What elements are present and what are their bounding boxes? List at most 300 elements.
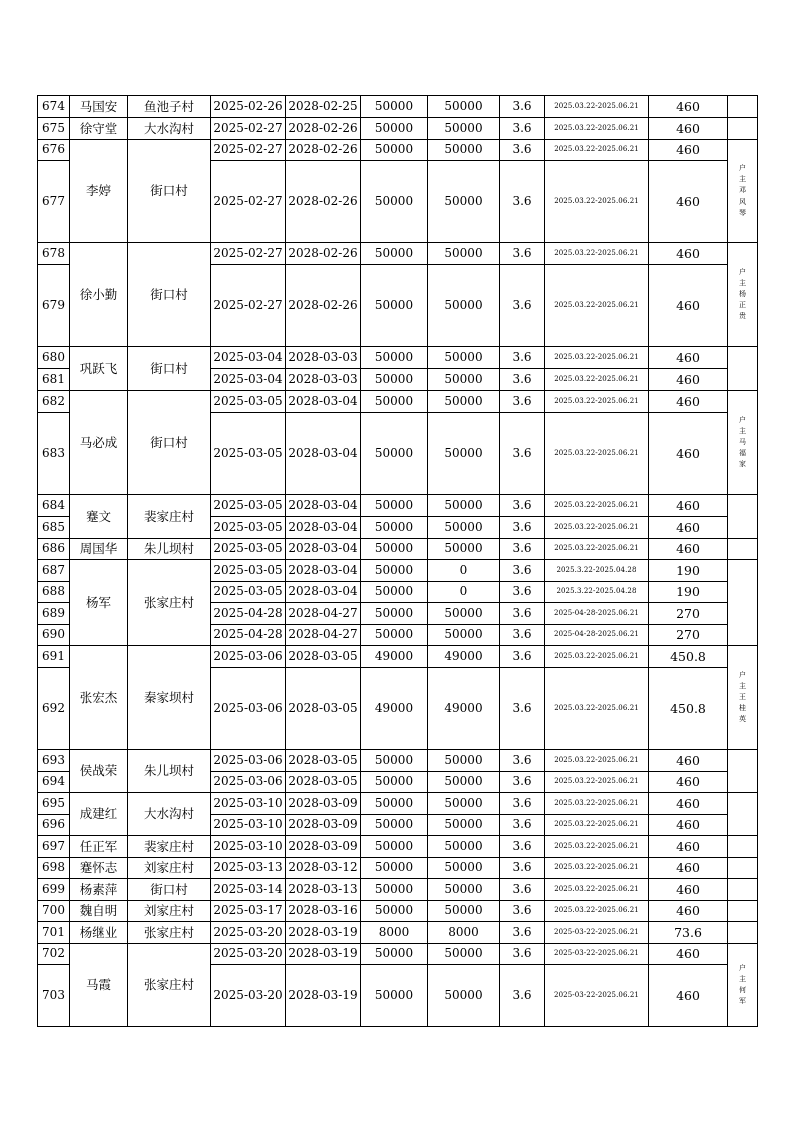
interest-rate: 3.6: [500, 265, 545, 347]
interest-period: 2025.03.22-2025.06.21: [545, 836, 649, 858]
subsidy-amount: 460: [649, 140, 728, 161]
loan-end-date: 2028-03-09: [286, 836, 361, 858]
loan-start-date: 2025-04-28: [211, 625, 286, 646]
loan-end-date: 2028-03-04: [286, 582, 361, 603]
interest-rate: 3.6: [500, 772, 545, 793]
table-row: [38, 118, 758, 140]
subsidy-amount: 270: [649, 625, 728, 646]
loan-balance: 50000: [428, 901, 500, 922]
loan-amount: 50000: [361, 772, 428, 793]
borrower-name: 李婷: [70, 140, 128, 243]
row-number: 677: [38, 161, 70, 243]
interest-rate: 3.6: [500, 901, 545, 922]
row-number: 688: [38, 582, 70, 603]
loan-end-date: 2028-03-04: [286, 495, 361, 517]
loan-end-date: 2028-03-09: [286, 793, 361, 815]
village-name: 张家庄村: [128, 944, 211, 1027]
loan-end-date: 2028-03-05: [286, 668, 361, 750]
remark: [728, 858, 758, 879]
row-number: 675: [38, 118, 70, 140]
row-number: 696: [38, 815, 70, 836]
loan-end-date: 2028-04-27: [286, 603, 361, 625]
remark: [728, 560, 758, 646]
loan-balance: 50000: [428, 161, 500, 243]
loan-start-date: 2025-02-26: [211, 96, 286, 118]
row-number: 682: [38, 391, 70, 413]
village-name: 朱儿坝村: [128, 539, 211, 560]
remark: [728, 495, 758, 539]
loan-amount: 50000: [361, 625, 428, 646]
interest-period: 2025.03.22-2025.06.21: [545, 750, 649, 772]
subsidy-amount: 460: [649, 858, 728, 879]
remark: [728, 922, 758, 944]
subsidy-amount: 460: [649, 539, 728, 560]
loan-amount: 50000: [361, 815, 428, 836]
loan-end-date: 2028-03-04: [286, 391, 361, 413]
loan-start-date: 2025-02-27: [211, 243, 286, 265]
village-name: 街口村: [128, 140, 211, 243]
village-name: 裴家庄村: [128, 495, 211, 539]
subsidy-amount: 460: [649, 965, 728, 1027]
row-number: 695: [38, 793, 70, 815]
loan-amount: 50000: [361, 243, 428, 265]
borrower-name: 成建红: [70, 793, 128, 836]
remark: [728, 391, 758, 495]
loan-amount: 50000: [361, 560, 428, 582]
loan-amount: 50000: [361, 347, 428, 369]
loan-balance: 50000: [428, 118, 500, 140]
interest-rate: 3.6: [500, 369, 545, 391]
loan-end-date: 2028-02-26: [286, 243, 361, 265]
remark: [728, 944, 758, 1027]
borrower-name: 张宏杰: [70, 646, 128, 750]
row-number: 689: [38, 603, 70, 625]
interest-period: 2025-03-22-2025.06.21: [545, 944, 649, 965]
interest-period: 2025.03.22-2025.06.21: [545, 793, 649, 815]
row-number: 693: [38, 750, 70, 772]
loan-amount: 50000: [361, 161, 428, 243]
loan-amount: 50000: [361, 96, 428, 118]
loan-amount: 50000: [361, 369, 428, 391]
remark: [728, 879, 758, 901]
loan-interest-table: [37, 95, 758, 1027]
loan-end-date: 2028-03-16: [286, 901, 361, 922]
interest-rate: 3.6: [500, 922, 545, 944]
village-name: 张家庄村: [128, 560, 211, 646]
subsidy-amount: 460: [649, 772, 728, 793]
table-row: [38, 140, 758, 161]
loan-start-date: 2025-03-10: [211, 793, 286, 815]
row-number: 683: [38, 413, 70, 495]
loan-balance: 50000: [428, 815, 500, 836]
loan-amount: 8000: [361, 922, 428, 944]
loan-amount: 50000: [361, 965, 428, 1027]
loan-end-date: 2028-03-05: [286, 772, 361, 793]
loan-end-date: 2028-03-03: [286, 347, 361, 369]
table-row: [38, 858, 758, 879]
subsidy-amount: 190: [649, 560, 728, 582]
subsidy-amount: 460: [649, 265, 728, 347]
village-name: 朱儿坝村: [128, 750, 211, 793]
row-number: 681: [38, 369, 70, 391]
interest-rate: 3.6: [500, 944, 545, 965]
loan-amount: 50000: [361, 836, 428, 858]
loan-balance: 49000: [428, 646, 500, 668]
remark: [728, 243, 758, 347]
table-row: [38, 901, 758, 922]
village-name: 街口村: [128, 391, 211, 495]
interest-rate: 3.6: [500, 347, 545, 369]
table-row: [38, 539, 758, 560]
remark: [728, 140, 758, 243]
loan-balance: 50000: [428, 858, 500, 879]
borrower-name: 杨素萍: [70, 879, 128, 901]
loan-balance: 50000: [428, 265, 500, 347]
loan-balance: 50000: [428, 495, 500, 517]
remark: [728, 750, 758, 793]
borrower-name: 徐守堂: [70, 118, 128, 140]
interest-rate: 3.6: [500, 879, 545, 901]
row-number: 674: [38, 96, 70, 118]
subsidy-amount: 460: [649, 944, 728, 965]
loan-end-date: 2028-03-04: [286, 560, 361, 582]
loan-end-date: 2028-03-19: [286, 944, 361, 965]
subsidy-amount: 270: [649, 603, 728, 625]
remark: [728, 347, 758, 391]
table-row: [38, 391, 758, 413]
borrower-name: 侯战荣: [70, 750, 128, 793]
loan-amount: 50000: [361, 517, 428, 539]
loan-end-date: 2028-03-09: [286, 815, 361, 836]
interest-period: 2025-03-22-2025.06.21: [545, 965, 649, 1027]
subsidy-amount: 460: [649, 517, 728, 539]
village-name: 刘家庄村: [128, 901, 211, 922]
loan-start-date: 2025-03-20: [211, 965, 286, 1027]
loan-balance: 50000: [428, 944, 500, 965]
interest-rate: 3.6: [500, 161, 545, 243]
table-row: [38, 922, 758, 944]
remark: [728, 793, 758, 836]
row-number: 699: [38, 879, 70, 901]
interest-rate: 3.6: [500, 858, 545, 879]
loan-amount: 50000: [361, 140, 428, 161]
subsidy-amount: 460: [649, 836, 728, 858]
loan-balance: 0: [428, 582, 500, 603]
row-number: 678: [38, 243, 70, 265]
village-name: 街口村: [128, 879, 211, 901]
village-name: 秦家坝村: [128, 646, 211, 750]
interest-period: 2025.03.22-2025.06.21: [545, 495, 649, 517]
remark-text: 户主王桂英: [739, 670, 746, 724]
remark-text: 户主马福家: [739, 415, 746, 469]
loan-end-date: 2028-02-26: [286, 118, 361, 140]
loan-balance: 50000: [428, 793, 500, 815]
interest-rate: 3.6: [500, 560, 545, 582]
interest-rate: 3.6: [500, 750, 545, 772]
subsidy-amount: 460: [649, 879, 728, 901]
row-number: 686: [38, 539, 70, 560]
village-name: 大水沟村: [128, 793, 211, 836]
loan-balance: 50000: [428, 772, 500, 793]
loan-start-date: 2025-03-05: [211, 391, 286, 413]
interest-period: 2025.03.22-2025.06.21: [545, 815, 649, 836]
loan-balance: 50000: [428, 750, 500, 772]
loan-amount: 50000: [361, 901, 428, 922]
interest-rate: 3.6: [500, 140, 545, 161]
loan-start-date: 2025-03-20: [211, 922, 286, 944]
loan-amount: 50000: [361, 582, 428, 603]
interest-rate: 3.6: [500, 96, 545, 118]
subsidy-amount: 450.8: [649, 646, 728, 668]
loan-end-date: 2028-03-19: [286, 922, 361, 944]
borrower-name: 蹇怀志: [70, 858, 128, 879]
borrower-name: 周国华: [70, 539, 128, 560]
table-row: [38, 750, 758, 772]
loan-start-date: 2025-02-27: [211, 118, 286, 140]
loan-start-date: 2025-04-28: [211, 603, 286, 625]
interest-period: 2025.3.22-2025.04.28: [545, 560, 649, 582]
subsidy-amount: 460: [649, 901, 728, 922]
remark-text: 户主杨正贵: [739, 267, 746, 321]
table-row: [38, 347, 758, 369]
interest-rate: 3.6: [500, 243, 545, 265]
loan-end-date: 2028-03-12: [286, 858, 361, 879]
subsidy-amount: 460: [649, 96, 728, 118]
loan-amount: 50000: [361, 118, 428, 140]
subsidy-amount: 450.8: [649, 668, 728, 750]
village-name: 刘家庄村: [128, 858, 211, 879]
loan-start-date: 2025-03-06: [211, 646, 286, 668]
loan-balance: 50000: [428, 603, 500, 625]
interest-rate: 3.6: [500, 668, 545, 750]
row-number: 698: [38, 858, 70, 879]
table-row: [38, 836, 758, 858]
loan-balance: 8000: [428, 922, 500, 944]
loan-start-date: 2025-03-20: [211, 944, 286, 965]
interest-period: 2025.03.22-2025.06.21: [545, 391, 649, 413]
interest-rate: 3.6: [500, 413, 545, 495]
loan-end-date: 2028-03-04: [286, 517, 361, 539]
loan-start-date: 2025-02-27: [211, 140, 286, 161]
village-name: 裴家庄村: [128, 836, 211, 858]
village-name: 鱼池子村: [128, 96, 211, 118]
borrower-name: 魏自明: [70, 901, 128, 922]
loan-balance: 50000: [428, 369, 500, 391]
loan-end-date: 2028-02-26: [286, 265, 361, 347]
subsidy-amount: 460: [649, 369, 728, 391]
village-name: 街口村: [128, 243, 211, 347]
row-number: 680: [38, 347, 70, 369]
subsidy-amount: 460: [649, 347, 728, 369]
loan-amount: 49000: [361, 668, 428, 750]
interest-period: 2025.03.22-2025.06.21: [545, 539, 649, 560]
loan-end-date: 2028-02-26: [286, 161, 361, 243]
borrower-name: 徐小勤: [70, 243, 128, 347]
row-number: 687: [38, 560, 70, 582]
loan-balance: 49000: [428, 668, 500, 750]
loan-end-date: 2028-02-25: [286, 96, 361, 118]
loan-start-date: 2025-02-27: [211, 265, 286, 347]
borrower-name: 巩跃飞: [70, 347, 128, 391]
interest-period: 2025-03-22-2025.06.21: [545, 922, 649, 944]
interest-rate: 3.6: [500, 836, 545, 858]
interest-period: 2025.03.22-2025.06.21: [545, 161, 649, 243]
remark: [728, 118, 758, 140]
subsidy-amount: 73.6: [649, 922, 728, 944]
subsidy-amount: 460: [649, 413, 728, 495]
loan-end-date: 2028-03-13: [286, 879, 361, 901]
interest-period: 2025.03.22-2025.06.21: [545, 879, 649, 901]
interest-rate: 3.6: [500, 391, 545, 413]
interest-period: 2025.03.22-2025.06.21: [545, 265, 649, 347]
subsidy-amount: 460: [649, 793, 728, 815]
loan-amount: 50000: [361, 750, 428, 772]
loan-start-date: 2025-03-04: [211, 369, 286, 391]
interest-period: 2025.03.22-2025.06.21: [545, 96, 649, 118]
loan-balance: 50000: [428, 879, 500, 901]
interest-period: 2025.03.22-2025.06.21: [545, 140, 649, 161]
loan-start-date: 2025-03-05: [211, 413, 286, 495]
interest-rate: 3.6: [500, 517, 545, 539]
village-name: 大水沟村: [128, 118, 211, 140]
row-number: 701: [38, 922, 70, 944]
row-number: 702: [38, 944, 70, 965]
loan-amount: 50000: [361, 793, 428, 815]
interest-period: 2025.03.22-2025.06.21: [545, 901, 649, 922]
row-number: 692: [38, 668, 70, 750]
interest-period: 2025.03.22-2025.06.21: [545, 517, 649, 539]
loan-balance: 50000: [428, 625, 500, 646]
village-name: 街口村: [128, 347, 211, 391]
loan-balance: 0: [428, 560, 500, 582]
loan-balance: 50000: [428, 836, 500, 858]
remark-text: 户主邓风琴: [739, 164, 746, 217]
interest-period: 2025.03.22-2025.06.21: [545, 772, 649, 793]
loan-start-date: 2025-03-06: [211, 772, 286, 793]
table-row: [38, 96, 758, 118]
loan-end-date: 2028-03-05: [286, 646, 361, 668]
loan-balance: 50000: [428, 413, 500, 495]
interest-rate: 3.6: [500, 603, 545, 625]
loan-start-date: 2025-03-05: [211, 560, 286, 582]
table-row: [38, 879, 758, 901]
subsidy-amount: 460: [649, 161, 728, 243]
remark: [728, 539, 758, 560]
loan-start-date: 2025-03-05: [211, 582, 286, 603]
loan-balance: 50000: [428, 965, 500, 1027]
loan-start-date: 2025-03-06: [211, 668, 286, 750]
interest-period: 2025.03.22-2025.06.21: [545, 369, 649, 391]
loan-balance: 50000: [428, 539, 500, 560]
subsidy-amount: 460: [649, 243, 728, 265]
interest-period: 2025.03.22-2025.06.21: [545, 668, 649, 750]
loan-balance: 50000: [428, 243, 500, 265]
interest-period: 2025.03.22-2025.06.21: [545, 858, 649, 879]
subsidy-amount: 190: [649, 582, 728, 603]
subsidy-amount: 460: [649, 495, 728, 517]
loan-amount: 50000: [361, 495, 428, 517]
interest-rate: 3.6: [500, 118, 545, 140]
loan-start-date: 2025-03-13: [211, 858, 286, 879]
loan-end-date: 2028-02-26: [286, 140, 361, 161]
interest-period: 2025.03.22-2025.06.21: [545, 347, 649, 369]
interest-rate: 3.6: [500, 582, 545, 603]
row-number: 685: [38, 517, 70, 539]
loan-end-date: 2028-03-05: [286, 750, 361, 772]
table-row: [38, 646, 758, 668]
loan-end-date: 2028-03-04: [286, 539, 361, 560]
loan-end-date: 2028-03-03: [286, 369, 361, 391]
row-number: 694: [38, 772, 70, 793]
borrower-name: 任正军: [70, 836, 128, 858]
interest-period: 2025.03.22-2025.06.21: [545, 243, 649, 265]
loan-start-date: 2025-03-06: [211, 750, 286, 772]
row-number: 691: [38, 646, 70, 668]
interest-period: 2025.03.22-2025.06.21: [545, 118, 649, 140]
subsidy-amount: 460: [649, 815, 728, 836]
loan-start-date: 2025-03-14: [211, 879, 286, 901]
borrower-name: 杨军: [70, 560, 128, 646]
loan-amount: 50000: [361, 391, 428, 413]
borrower-name: 马国安: [70, 96, 128, 118]
loan-start-date: 2025-03-10: [211, 815, 286, 836]
row-number: 703: [38, 965, 70, 1027]
loan-start-date: 2025-03-05: [211, 517, 286, 539]
table-row: [38, 495, 758, 517]
subsidy-amount: 460: [649, 118, 728, 140]
interest-rate: 3.6: [500, 793, 545, 815]
row-number: 700: [38, 901, 70, 922]
subsidy-amount: 460: [649, 391, 728, 413]
loan-balance: 50000: [428, 96, 500, 118]
interest-rate: 3.6: [500, 625, 545, 646]
table-row: [38, 243, 758, 265]
loan-end-date: 2028-03-04: [286, 413, 361, 495]
interest-rate: 3.6: [500, 965, 545, 1027]
loan-start-date: 2025-03-10: [211, 836, 286, 858]
loan-balance: 50000: [428, 391, 500, 413]
interest-rate: 3.6: [500, 815, 545, 836]
interest-period: 2025.03.22-2025.06.21: [545, 413, 649, 495]
loan-balance: 50000: [428, 347, 500, 369]
interest-period: 2025-04-28-2025.06.21: [545, 603, 649, 625]
loan-end-date: 2028-04-27: [286, 625, 361, 646]
row-number: 676: [38, 140, 70, 161]
interest-rate: 3.6: [500, 495, 545, 517]
loan-amount: 50000: [361, 858, 428, 879]
remark: [728, 646, 758, 750]
row-number: 697: [38, 836, 70, 858]
interest-period: 2025-04-28-2025.06.21: [545, 625, 649, 646]
loan-amount: 50000: [361, 539, 428, 560]
row-number: 684: [38, 495, 70, 517]
row-number: 690: [38, 625, 70, 646]
remark: [728, 901, 758, 922]
loan-amount: 50000: [361, 265, 428, 347]
loan-start-date: 2025-03-04: [211, 347, 286, 369]
loan-end-date: 2028-03-19: [286, 965, 361, 1027]
borrower-name: 杨继业: [70, 922, 128, 944]
table-row: [38, 944, 758, 965]
loan-start-date: 2025-02-27: [211, 161, 286, 243]
remark: [728, 96, 758, 118]
subsidy-amount: 460: [649, 750, 728, 772]
borrower-name: 马必成: [70, 391, 128, 495]
borrower-name: 马霞: [70, 944, 128, 1027]
loan-amount: 50000: [361, 879, 428, 901]
loan-amount: 50000: [361, 413, 428, 495]
loan-start-date: 2025-03-05: [211, 495, 286, 517]
